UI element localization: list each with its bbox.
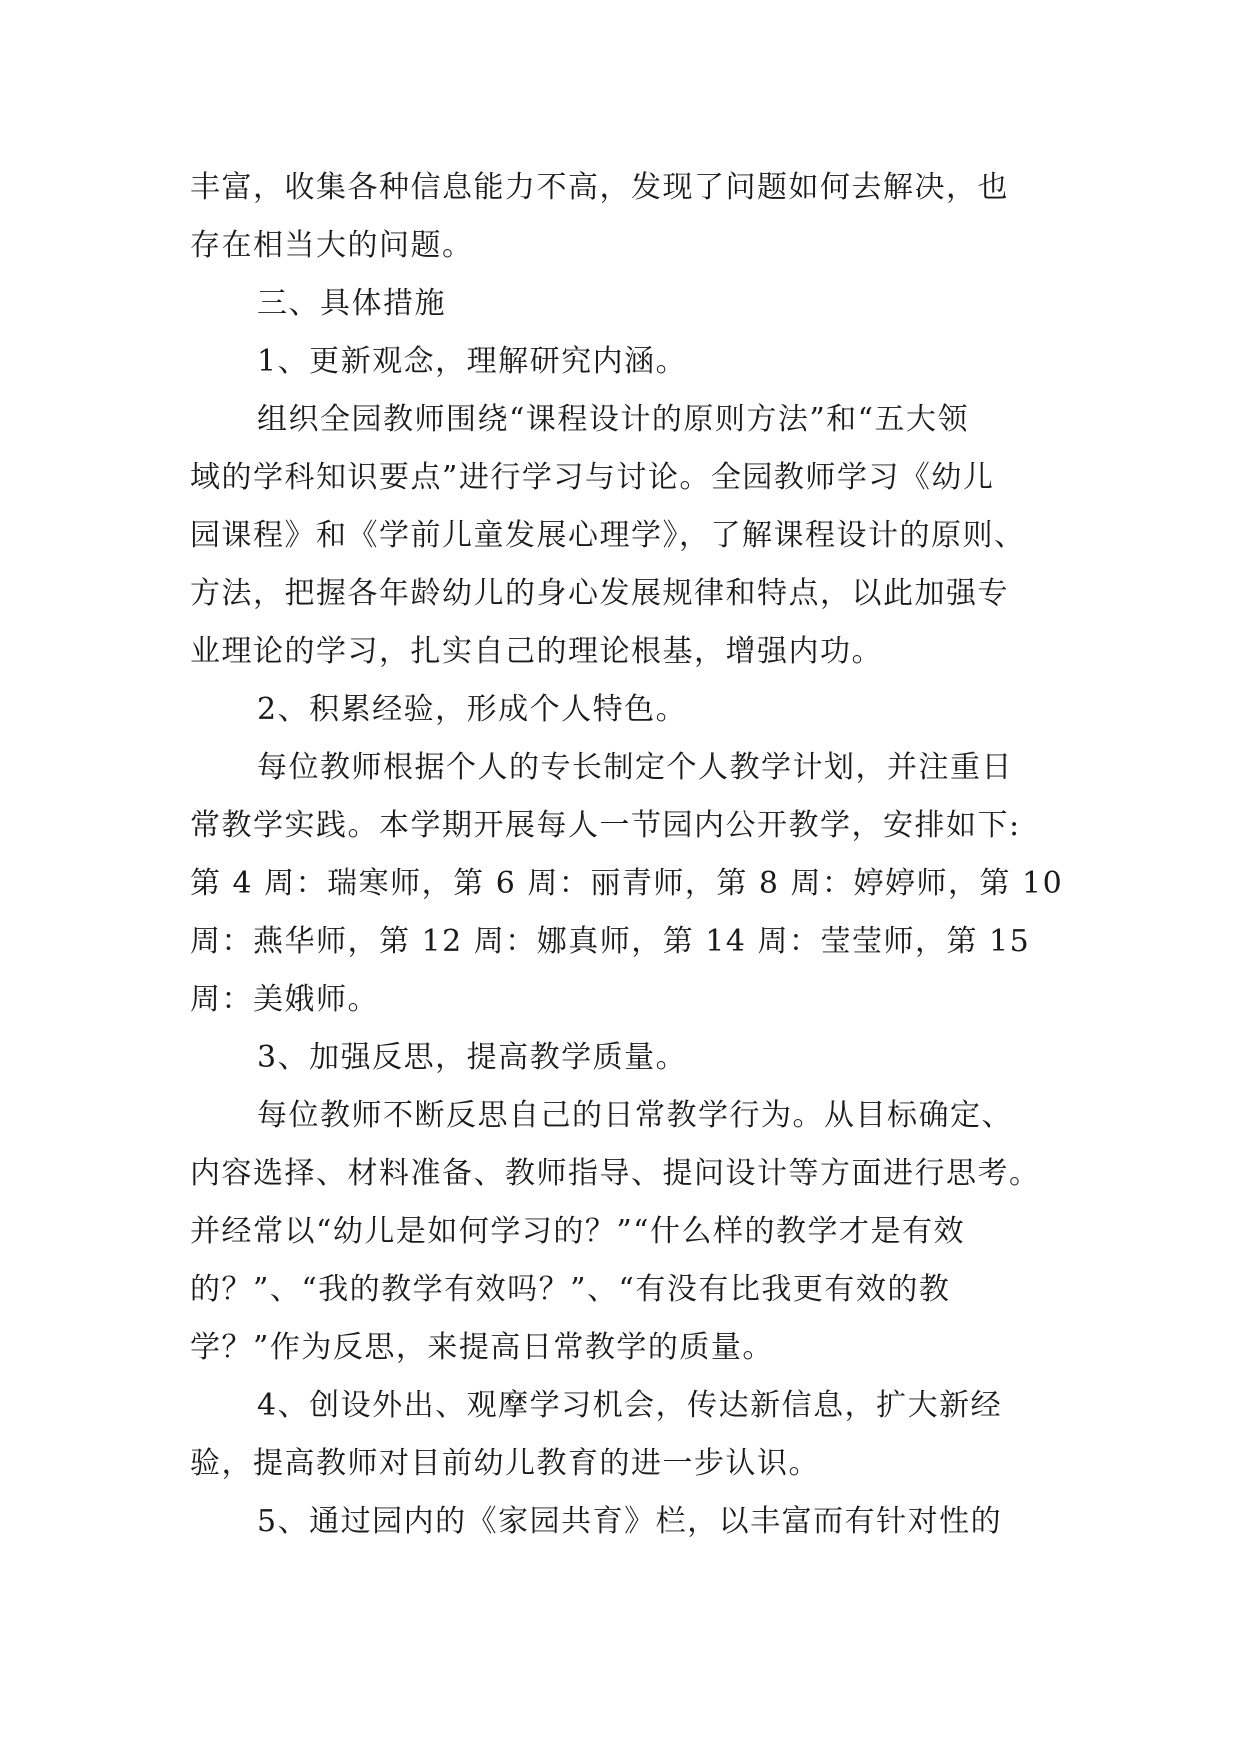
text-line: 第 4 周：瑞寒师，第 6 周：丽青师，第 8 周：婷婷师，第 10 (190, 866, 1064, 901)
section-heading: 三、具体措施 (257, 286, 446, 321)
text-line: 业理论的学习，扎实自己的理论根基，增强内功。 (190, 634, 883, 669)
text-line: 周：美娥师。 (190, 982, 379, 1017)
subsection-heading: 4、创设外出、观摩学习机会，传达新信息，扩大新经 (257, 1388, 1003, 1423)
text-line: 园课程》和《学前儿童发展心理学》，了解课程设计的原则、 (190, 518, 1026, 553)
text-line: 并经常以“幼儿是如何学习的？”“什么样的教学才是有效 (190, 1214, 966, 1249)
subsection-heading: 1、更新观念，理解研究内涵。 (257, 344, 688, 379)
text-line: 存在相当大的问题。 (190, 228, 474, 263)
text-line: 丰富，收集各种信息能力不高，发现了问题如何去解决，也 (190, 170, 1009, 205)
text-line: 域的学科知识要点”进行学习与讨论。全园教师学习《幼儿 (190, 460, 995, 495)
text-line: 组织全园教师围绕“课程设计的原则方法”和“五大领 (257, 402, 970, 437)
subsection-heading: 3、加强反思，提高教学质量。 (257, 1040, 688, 1075)
text-line: 的？”、“我的教学有效吗？”、“有没有比我更有效的教 (190, 1272, 951, 1307)
text-line: 周：燕华师，第 12 周：娜真师，第 14 周：莹莹师，第 15 (190, 924, 1031, 959)
subsection-heading: 5、通过园内的《家园共育》栏，以丰富而有针对性的 (257, 1504, 1003, 1539)
text-line: 每位教师不断反思自己的日常教学行为。从目标确定、 (257, 1098, 1013, 1133)
text-line: 方法，把握各年龄幼儿的身心发展规律和特点，以此加强专 (190, 576, 1009, 611)
text-line: 内容选择、材料准备、教师指导、提问设计等方面进行思考。 (190, 1156, 1041, 1191)
text-line: 学？”作为反思，来提高日常教学的质量。 (190, 1330, 774, 1365)
subsection-heading: 2、积累经验，形成个人特色。 (257, 692, 688, 727)
text-line: 常教学实践。本学期开展每人一节园内公开教学，安排如下: (190, 808, 1021, 843)
text-line: 验，提高教师对目前幼儿教育的进一步认识。 (190, 1446, 820, 1481)
text-line: 每位教师根据个人的专长制定个人教学计划，并注重日 (257, 750, 1013, 785)
